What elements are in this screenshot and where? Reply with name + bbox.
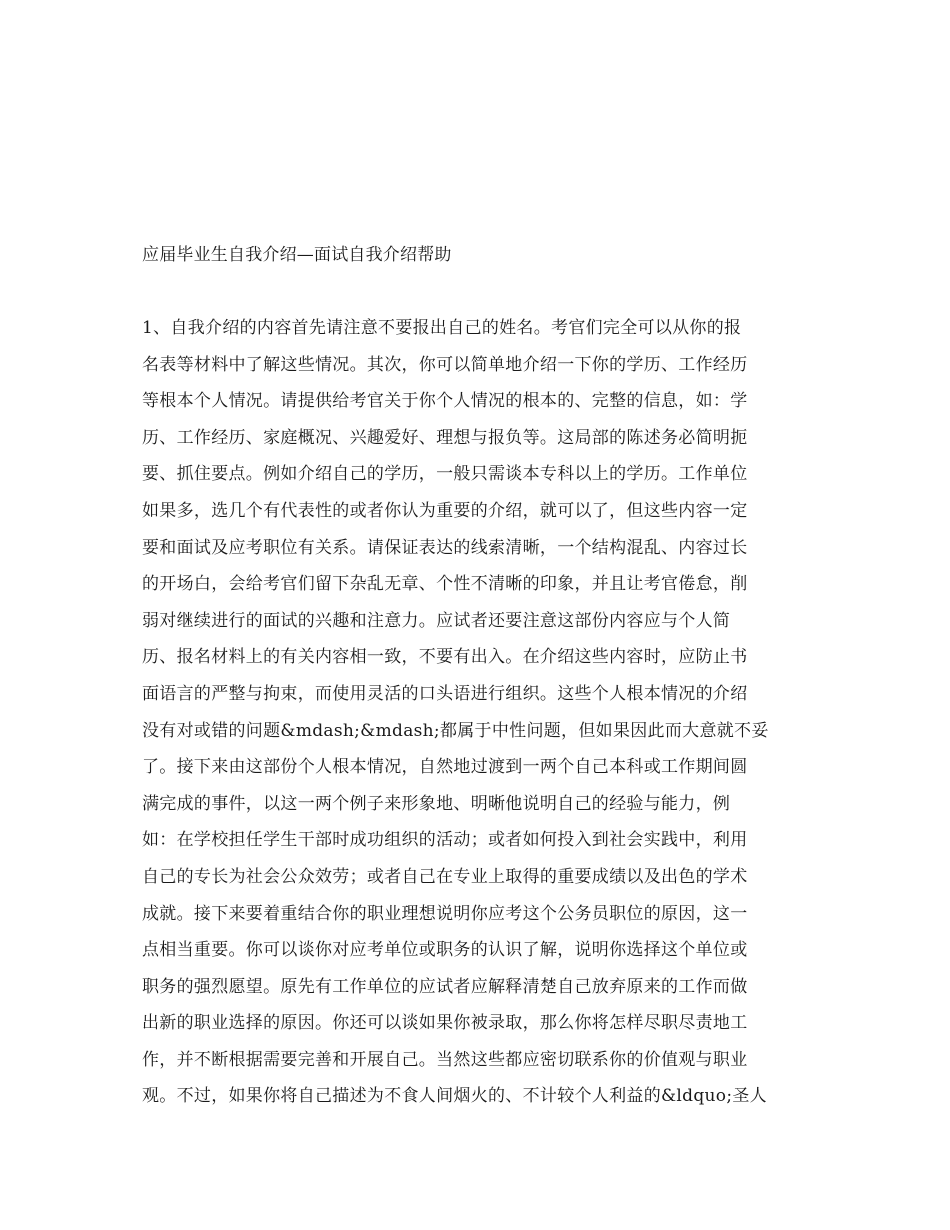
body-line: 了。接下来由这部份个人根本情况，自然地过渡到一两个自己本科或工作期间圆 xyxy=(142,757,748,778)
body-line: 弱对继续进行的面试的兴趣和注意力。应试者还要注意这部份内容应与个人简 xyxy=(142,610,731,631)
body-line: 职务的强烈愿望。原先有工作单位的应试者应解释清楚自己放弃原来的工作而做 xyxy=(142,976,748,997)
body-line: 满完成的事件，以这一两个例子来形象地、明晰他说明自己的经验与能力，例 xyxy=(142,793,731,814)
body-line: 没有对或错的问题&mdash;&mdash;都属于中性问题，但如果因此而大意就不妥 xyxy=(142,720,769,741)
body-line: 观。不过，如果你将自己描述为不食人间烟火的、不计较个人利益的&ldquo;圣人 xyxy=(142,1086,767,1107)
body-line: 如果多，选几个有代表性的或者你认为重要的介绍，就可以了，但这些内容一定 xyxy=(142,500,748,521)
document-body xyxy=(142,316,822,1121)
body-line: 等根本个人情况。请提供给考官关于你个人情况的根本的、完整的信息，如：学 xyxy=(142,391,748,412)
body-line: 历、工作经历、家庭概况、兴趣爱好、理想与报负等。这局部的陈述务必简明扼 xyxy=(142,427,748,448)
body-line: 的开场白，会给考官们留下杂乱无章、个性不清晰的印象，并且让考官倦怠，削 xyxy=(142,574,748,595)
body-line: 1、自我介绍的内容首先请注意不要报出自己的姓名。考官们完全可以从你的报 xyxy=(142,318,742,338)
document-title: 应届毕业生自我介绍—面试自我介绍帮助 xyxy=(142,245,452,265)
body-line: 要和面试及应考职位有关系。请保证表达的线索清晰，一个结构混乱、内容过长 xyxy=(142,537,748,558)
body-line: 要、抓住要点。例如介绍自己的学历，一般只需谈本专科以上的学历。工作单位 xyxy=(142,464,748,485)
body-line: 成就。接下来要着重结合你的职业理想说明你应考这个公务员职位的原因，这一 xyxy=(142,903,748,924)
body-line: 出新的职业选择的原因。你还可以谈如果你被录取，那么你将怎样尽职尽责地工 xyxy=(142,1013,748,1034)
body-line: 历、报名材料上的有关内容相一致，不要有出入。在介绍这些内容时，应防止书 xyxy=(142,647,748,668)
body-line: 点相当重要。你可以谈你对应考单位或职务的认识了解，说明你选择这个单位或 xyxy=(142,940,748,961)
body-line: 如：在学校担任学生干部时成功组织的活动；或者如何投入到社会实践中，利用 xyxy=(142,830,748,851)
body-line: 作，并不断根据需要完善和开展自己。当然这些都应密切联系你的价值观与职业 xyxy=(142,1049,748,1070)
body-line: 名表等材料中了解这些情况。其次，你可以简单地介绍一下你的学历、工作经历 xyxy=(142,354,748,375)
body-line: 自己的专长为社会公众效劳；或者自己在专业上取得的重要成绩以及出色的学术 xyxy=(142,866,748,887)
body-line: 面语言的严整与拘束，而使用灵活的口头语进行组织。这些个人根本情况的介绍 xyxy=(142,683,748,704)
